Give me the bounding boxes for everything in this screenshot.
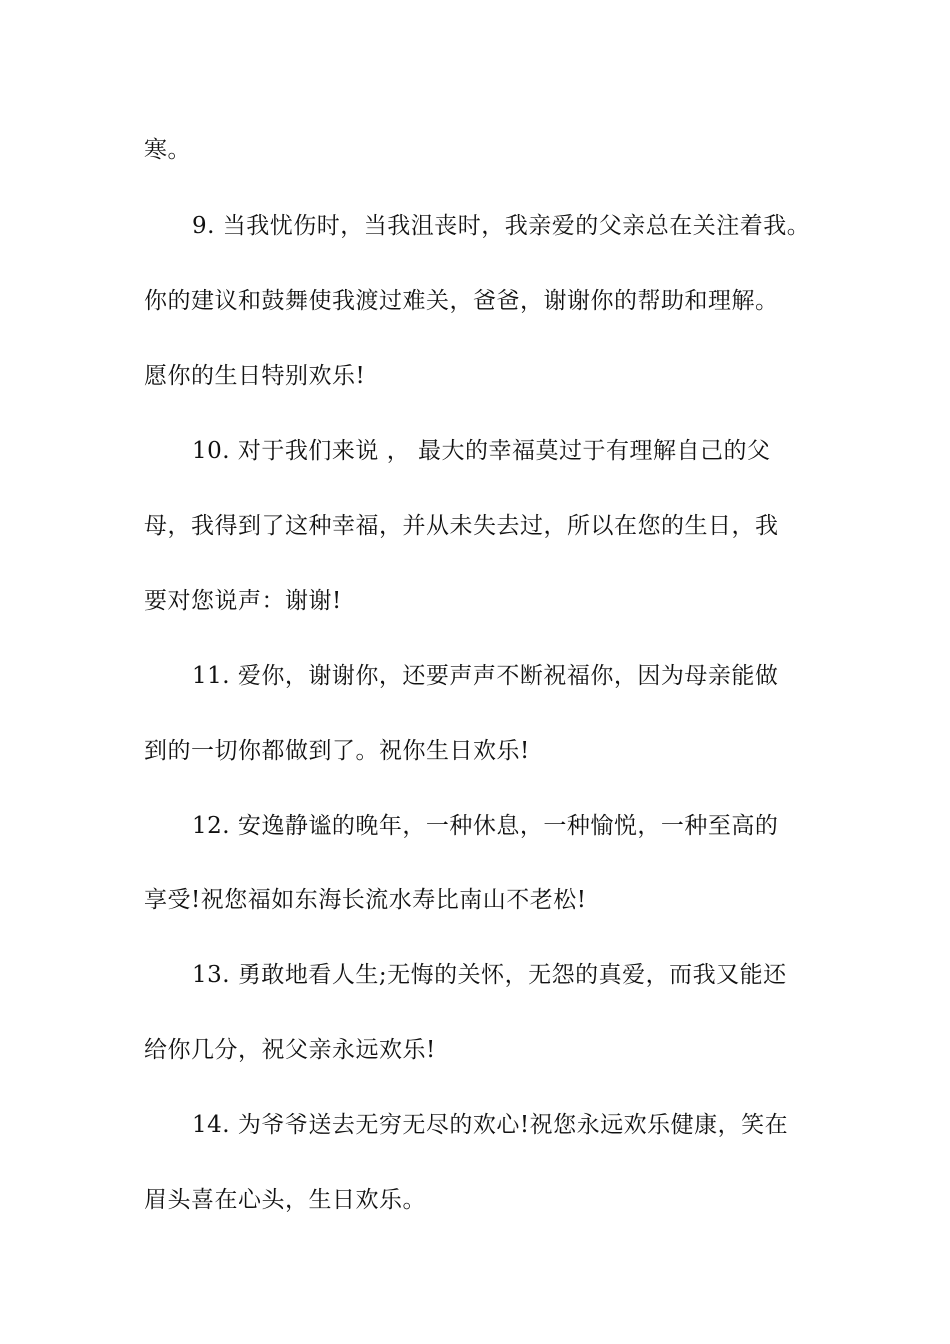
paragraph-line: 12. 安逸静谧的晚年，一种休息，一种愉悦，一种至高的 [192, 813, 779, 839]
text-line: 要对您说声：谢谢! [144, 588, 342, 614]
paragraph-line: 10. 对于我们来说 ， 最大的幸福莫过于有理解自己的父 [192, 438, 771, 464]
paragraph-line: 14. 为爷爷送去无穷无尽的欢心!祝您永远欢乐健康，笑在 [192, 1112, 789, 1138]
paragraph-line: 13. 勇敢地看人生;无悔的关怀，无怨的真爱，而我又能还 [192, 962, 787, 988]
text-line: 到的一切你都做到了。祝你生日欢乐! [144, 738, 530, 764]
text-line: 寒。 [144, 137, 191, 163]
paragraph-line: 9. 当我忧伤时，当我沮丧时，我亲爱的父亲总在关注着我。 [192, 213, 811, 239]
text-line: 你的建议和鼓舞使我渡过难关，爸爸，谢谢你的帮助和理解。 [144, 288, 779, 314]
paragraph-line: 11. 爱你，谢谢你，还要声声不断祝福你，因为母亲能做 [192, 663, 779, 689]
text-line: 母，我得到了这种幸福，并从未失去过，所以在您的生日，我 [144, 513, 779, 539]
text-line: 眉头喜在心头，生日欢乐。 [144, 1187, 426, 1213]
text-line: 给你几分，祝父亲永远欢乐! [144, 1037, 436, 1063]
text-line: 享受!祝您福如东海长流水寿比南山不老松! [144, 887, 587, 913]
text-line: 愿你的生日特别欢乐! [144, 363, 366, 389]
